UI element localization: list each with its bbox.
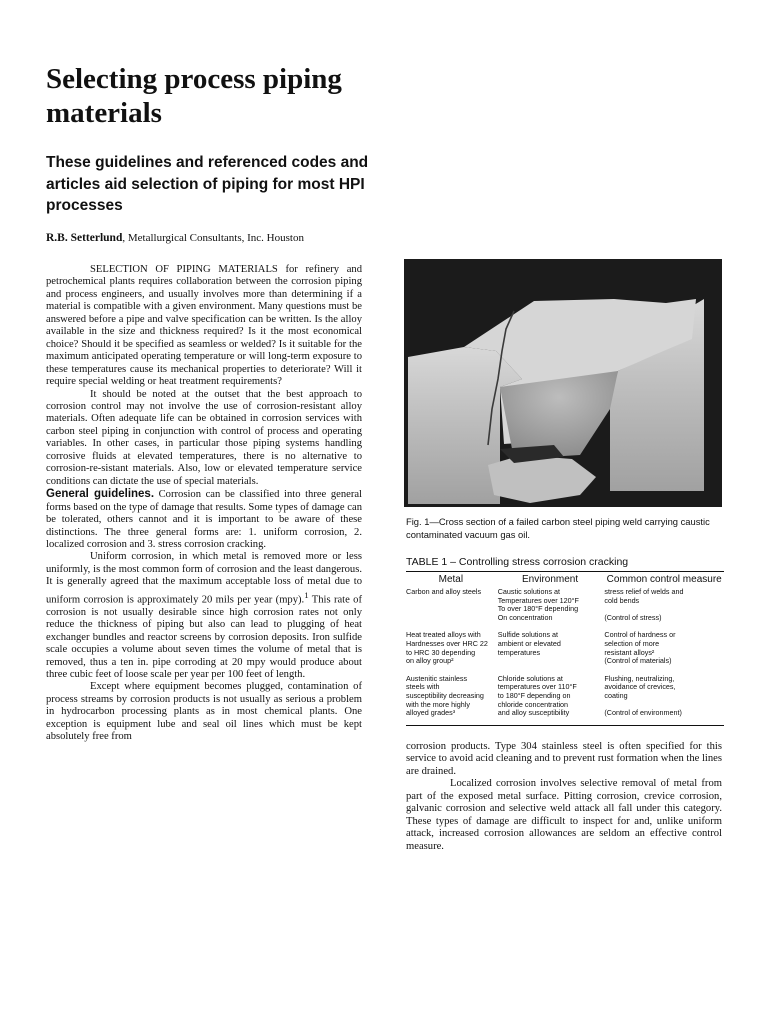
section-heading: General guidelines. (46, 488, 155, 501)
paragraph: corrosion products. Type 304 stainless steel is often specified for this service to avoid acid cleaning and to prevent rust formation when the lines are drained. (406, 741, 722, 777)
byline (46, 232, 304, 244)
paragraph (46, 488, 362, 551)
paragraph (46, 551, 362, 681)
column-header: Common control measure (606, 574, 722, 585)
author-name: R.B. Setterlund (46, 232, 123, 244)
paragraph: It should be noted at the outset that the best approach to corrosion control may not involve the use of corrosion-resistant alloy materials. Often adequate life can be obtained in corrosion services with carbon steel piping in conjunction with control of process and operating variables. In other cases, in particular those piping systems handling corrosive fluids at elevated temperatures, there is no alternative to corrosion-re-sistant materials. Also, low or elevated temperature service conditions can dictate the use of special materials. (46, 388, 362, 487)
weld-cross-section-image (404, 259, 722, 507)
table-cell: Heat treated alloys with Hardnesses over HRC 22 to HRC 30 depending on alloy group² (406, 630, 488, 666)
table-cell: Austenitic stainless steels with susceptibility decreasing with the more highly alloyed grades³ (406, 673, 484, 718)
table-title: TABLE 1 – Controlling stress corrosion cracking (406, 556, 629, 568)
figure-caption: Fig. 1—Cross section of a failed carbon steel piping weld carrying caustic contaminated vacuum gas oil. (406, 516, 710, 540)
left-column (46, 264, 362, 744)
right-column (406, 741, 722, 853)
paragraph-text: Uniform corrosion, in which metal is removed more or less uniformly, is the most common form of corrosion and the least dangerous. It is generally agreed that the maximum acceptable loss of metal due to uniform corrosion is approximately 20 mils per year (mpy). (46, 551, 362, 606)
table-cell: Flushing, neutralizing, avoidance of crevices, coating (Control of environment) (604, 673, 682, 718)
table-row (406, 673, 724, 725)
table-bottom-rule (406, 725, 724, 726)
footnote-ref: 1 (304, 589, 309, 600)
table-cell: Sulfide solutions at ambient or elevated temperatures (497, 630, 561, 657)
table-header-row (406, 572, 724, 586)
table-cell: Chloride solutions at temperatures over 110°F to 180°F depending on chloride concentration and alloy susceptibility (497, 673, 577, 718)
table-cell: Caustic solutions at Temperatures over 120°F To over 180°F depending On concentration (497, 587, 579, 622)
table-1 (406, 556, 724, 726)
column-header: Environment (521, 574, 579, 585)
figure-photo (404, 259, 722, 507)
column-header: Metal (438, 574, 464, 585)
paragraph-text: Corrosion can be classified into three general forms based on the type of damage that results. Some types of damage can be tolerated, others cannot and it is important to be aware of these distinctions. The three general forms are: 1. uniform corrosion, 2. localized corrosion and 3. stress corrosion cracking. (46, 489, 362, 550)
article-deck: These guidelines and referenced codes and articles aid selection of piping for most HPI processes (46, 154, 369, 214)
article-title: Selecting process piping materials (46, 63, 342, 129)
paragraph-text: This rate of corrosion is not usually desirable since high corrosion rates not only reduce the thickness of piping but also can lead to plugging of heat exchanger bundles and reactor screens by corrosion deposits. Iron sulfide scale occupies a volume about seven times the volume of metal that is removed, thus a ten in. pipe corroding at 20 mpy would produce about three cubic feet of loose scale per year per 100 feet of length. (46, 594, 362, 681)
table-cell: stress relief of welds and cold bends (Control of stress) (604, 587, 684, 622)
table-row (406, 586, 724, 629)
paragraph: Except where equipment becomes plugged, contamination of process streams by corrosion products is not usually as serious a problem in hydrocarbon processing plants as in most chemical plants. One exception is equipment lube and seal oil lines which must be kept absolutely free from (46, 681, 362, 743)
paragraph: SELECTION OF PIPING MATERIALS for refinery and petrochemical plants requires collaboration between the corrosion piping and process engineers, and usually involves more than determining if a material is compatible with a given environment. Many questions must be answered before a pipe and valve specification can be written. Is the alloy available in the size and thickness required? Is it the most economical choice? Should it be specified as seamless or welded? Is it suitable for the maximum anticipated operating temperature or will long-term exposure to these temperatures cause its mechanical properties to deteriorate? Will it require special welding or heat treatment requirements? (46, 264, 362, 388)
table-cell: Control of hardness or selection of more resistant alloys² (Control of materials) (604, 630, 676, 666)
paragraph: Localized corrosion involves selective removal of metal from part of the exposed metal surface. Pitting corrosion, crevice corrosion, galvanic corrosion and selective weld attack all fall under this category. These types of damage are difficult to inspect for and, unlike uniform attack, increased corrosion allowances are seldom an effective control measure. (406, 778, 722, 852)
author-affiliation: , Metallurgical Consultants, Inc. Houston (122, 232, 304, 244)
table-row (406, 629, 724, 672)
table-cell: Carbon and alloy steels (406, 587, 482, 596)
